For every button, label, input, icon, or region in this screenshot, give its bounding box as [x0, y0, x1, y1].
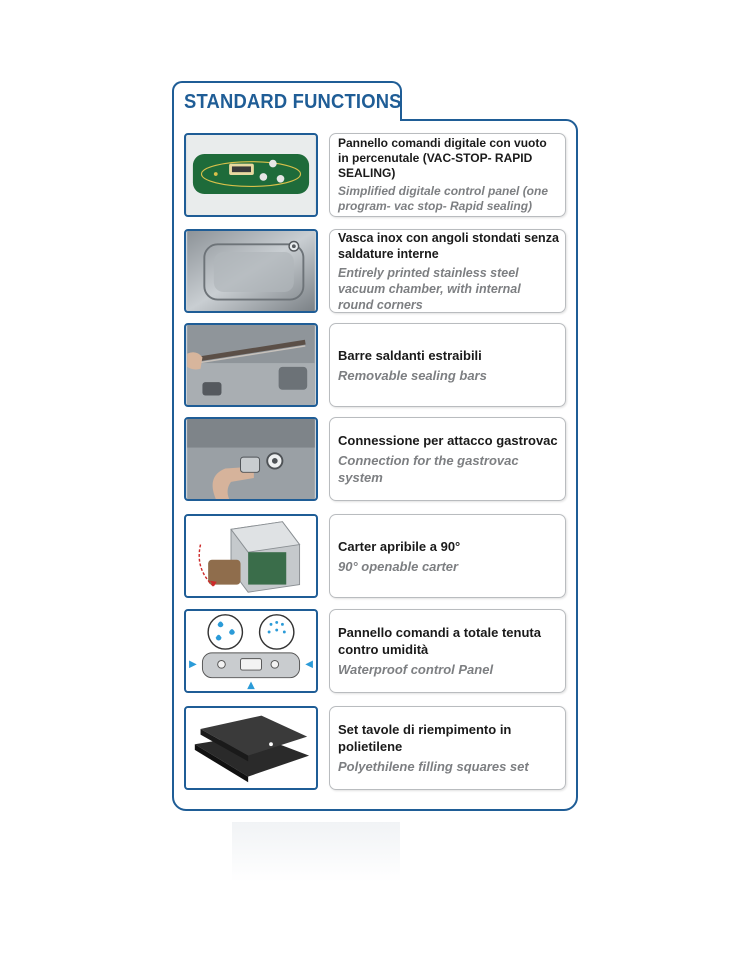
feature-description — [329, 133, 566, 217]
feature-title-italian: Vasca inox con angoli stondati senza saldature interne — [338, 230, 559, 261]
feature-title-italian: Pannello comandi a totale tenuta contro umidità — [338, 625, 541, 657]
feature-row — [184, 133, 568, 217]
section-tab — [172, 81, 402, 121]
feature-description — [329, 609, 566, 693]
filling-squares-image — [184, 706, 318, 790]
section-title: STANDARD FUNCTIONS — [184, 91, 402, 113]
feature-description — [329, 323, 566, 407]
features-panel — [172, 119, 578, 811]
feature-row — [184, 514, 568, 598]
feature-title-english: Waterproof control Panel — [338, 662, 494, 677]
waterproof-panel-image — [184, 609, 318, 693]
feature-title-english: Connection for the gastrovac system — [338, 453, 519, 485]
feature-row — [184, 417, 568, 501]
feature-description — [329, 229, 566, 313]
sealing-bar-image — [184, 323, 318, 407]
feature-row — [184, 706, 568, 790]
stainless-chamber-image — [184, 229, 318, 313]
feature-title-italian: Barre saldanti estraibili — [338, 347, 482, 363]
faded-reflection — [232, 822, 400, 882]
feature-title-italian: Carter apribile a 90° — [338, 538, 461, 554]
feature-title-english: Polyethilene filling squares set — [338, 759, 529, 774]
feature-row — [184, 609, 568, 693]
openable-carter-image — [184, 514, 318, 598]
feature-description — [329, 706, 566, 790]
feature-row — [184, 323, 568, 407]
feature-description — [329, 417, 566, 501]
feature-description — [329, 514, 566, 598]
feature-title-english: Entirely printed stainless steel vacuum chamber, with internal round corners — [338, 265, 521, 312]
feature-title-italian: Pannello comandi digitale con vuoto in percenutale (VAC-STOP- RAPID SEALING) — [338, 136, 547, 180]
feature-title-italian: Set tavole di riempimento in polietilene — [338, 722, 512, 754]
digital-control-panel-image — [184, 133, 318, 217]
feature-title-english: 90° openable carter — [338, 558, 459, 574]
feature-title-english: Removable sealing bars — [338, 367, 487, 383]
feature-row — [184, 229, 568, 313]
gastrovac-connection-image — [184, 417, 318, 501]
feature-title-italian: Connessione per attacco gastrovac — [338, 433, 558, 448]
feature-title-english: Simplified digitale control panel (one program- vac stop- Rapid sealing) — [338, 184, 549, 213]
